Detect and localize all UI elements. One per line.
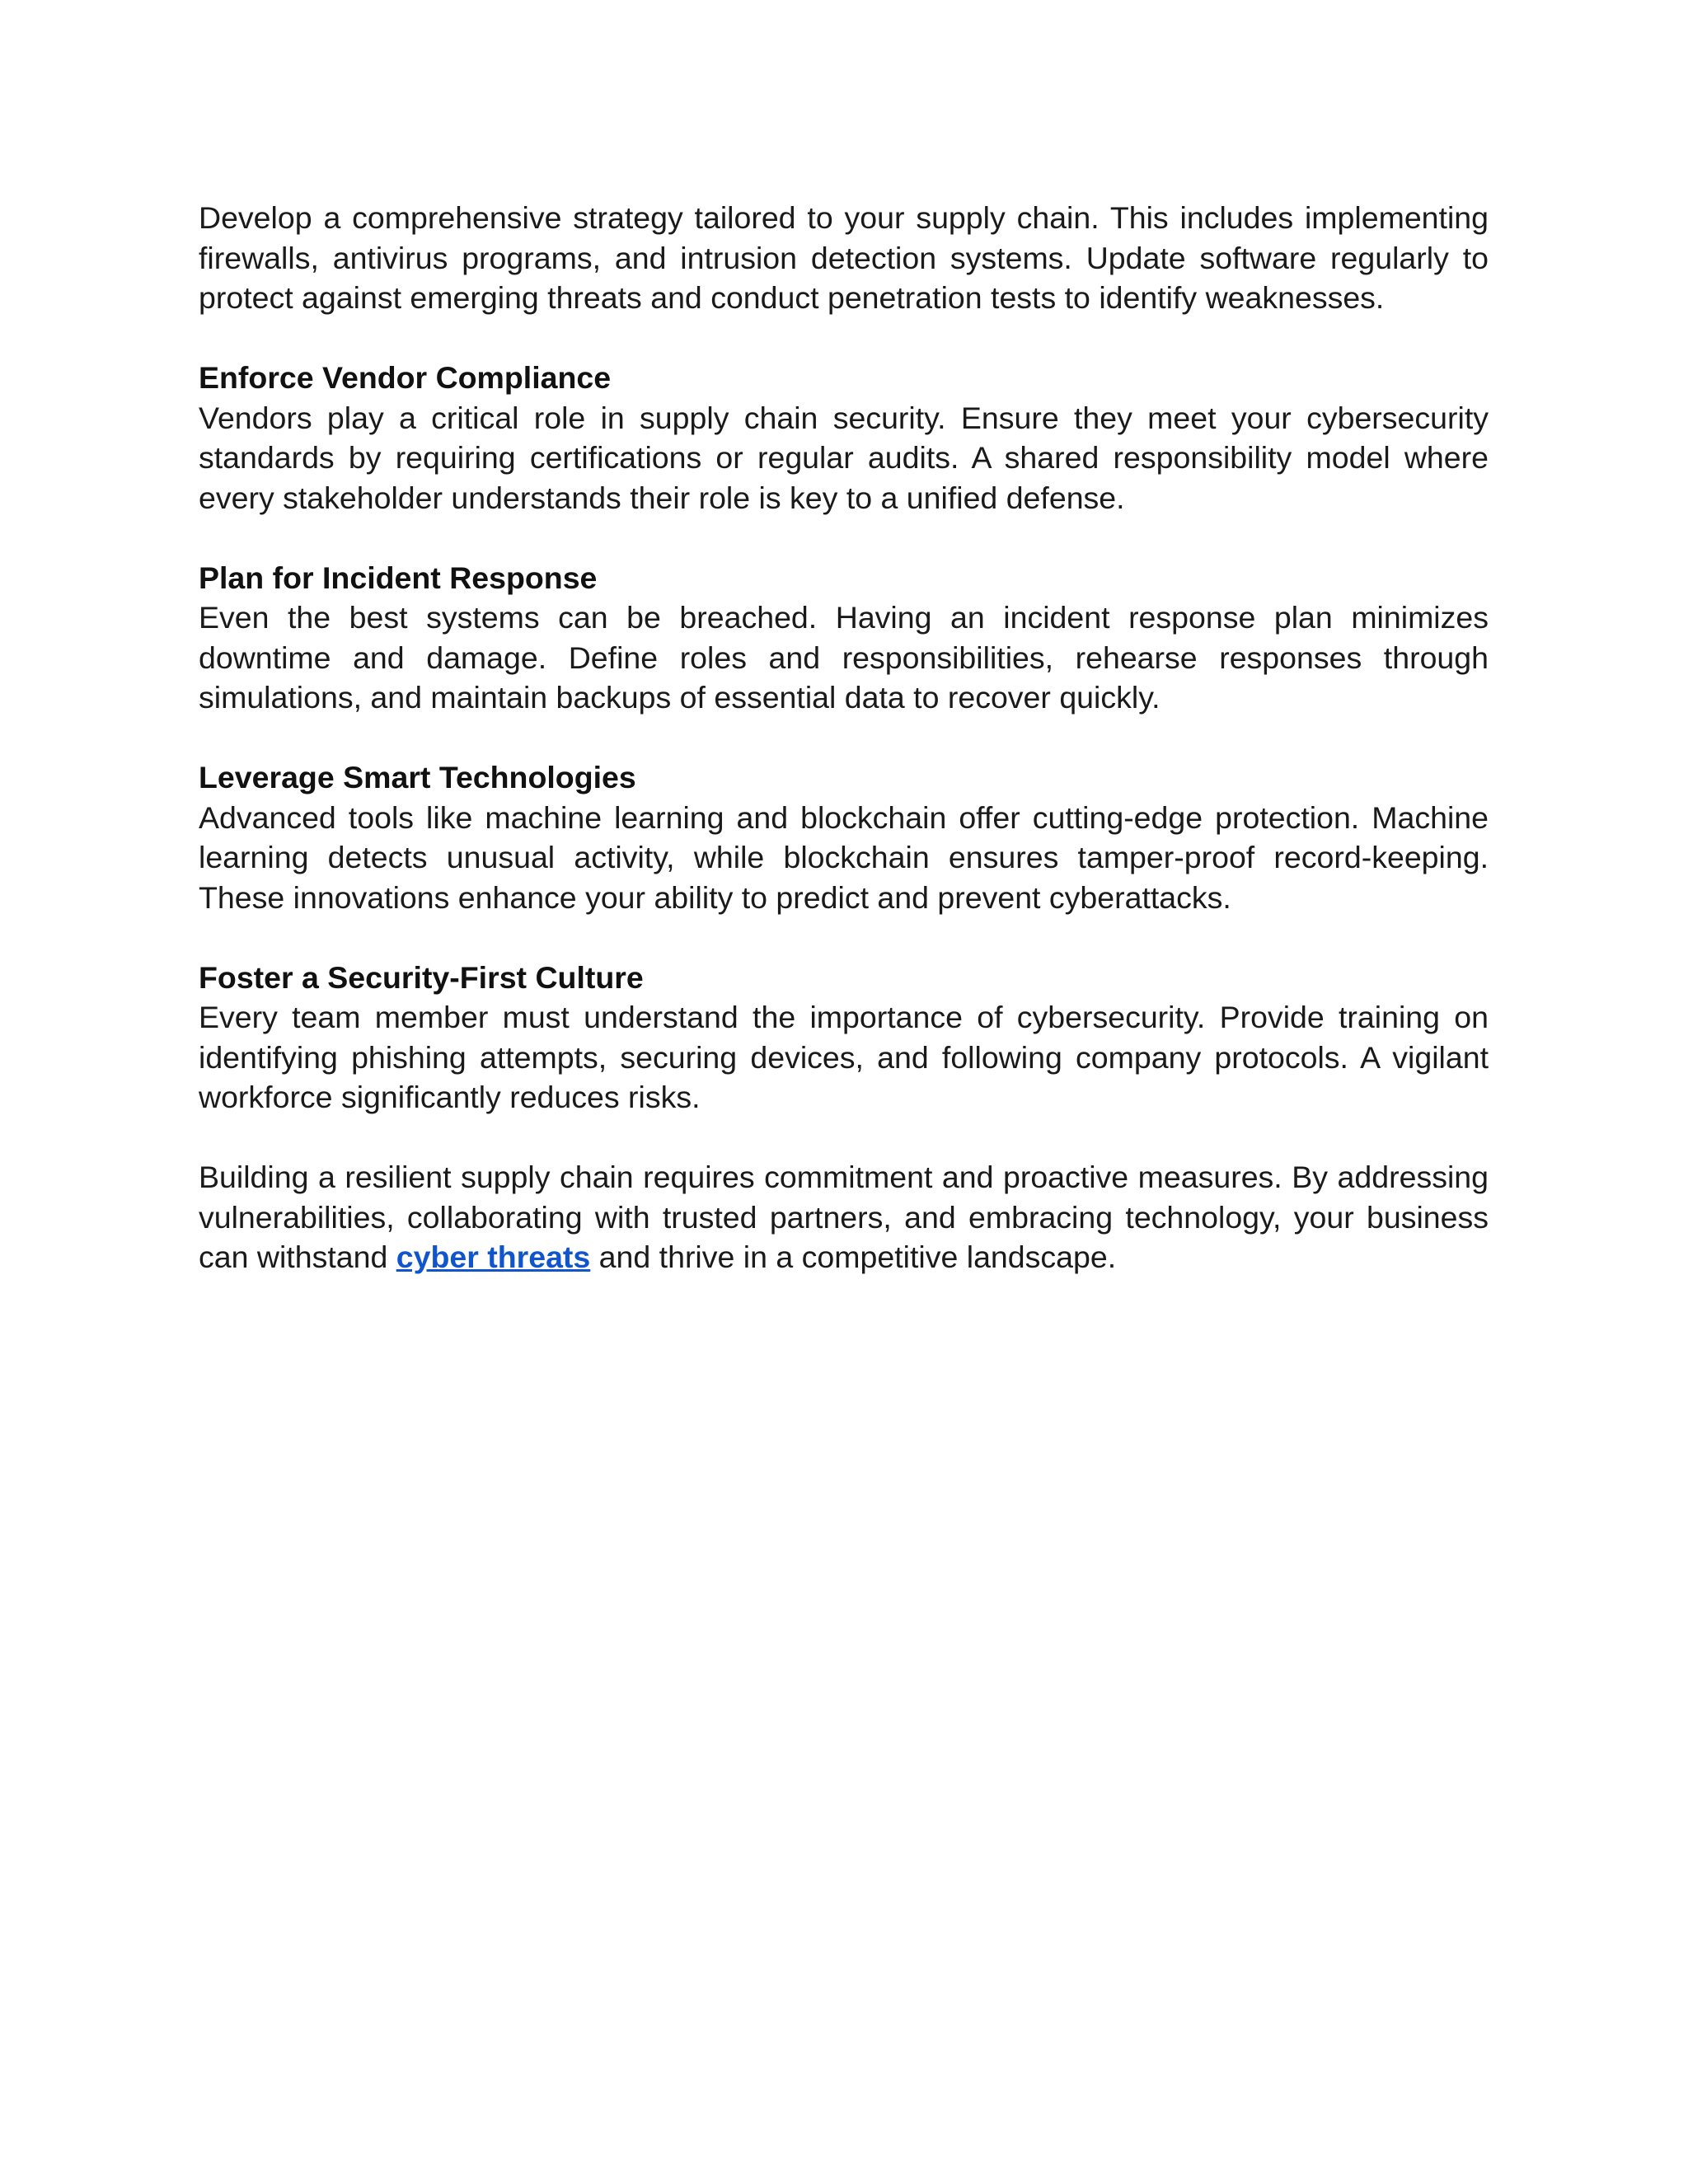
section-paragraph: Every team member must understand the importance of cybersecurity. Provide training on identifying phishing attempts, securing devices, and following company protocols. A vigilant workforce significantly reduces risks.: [199, 1000, 1489, 1114]
section-incident-response: [199, 558, 1489, 718]
section-heading: Plan for Incident Response: [199, 560, 598, 595]
document-content: [199, 198, 1489, 1317]
section-heading: Leverage Smart Technologies: [199, 760, 636, 794]
section-paragraph: Advanced tools like machine learning and blockchain offer cutting-edge protection. Machine learning detects unusual activity, while blockchain ensures tamper-proof record-keeping. These innovations enhance your ability to predict and prevent cyberattacks.: [199, 799, 1489, 915]
conclusion-text-before-link: Building a resilient supply chain requires commitment and proactive measures. By addressing vulnerabilities, collaborating with trusted partners, and embracing technology, your business can withstand: [199, 1160, 1489, 1274]
section-smart-technologies: [199, 757, 1489, 917]
conclusion-text-after-link: and thrive in a competitive landscape.: [590, 1240, 1117, 1274]
section-paragraph: Even the best systems can be breached. Having an incident response plan minimizes downtime and damage. Define roles and responsibilities, rehearse responses through simulations, and maintain backups of essential data to recover quickly.: [199, 600, 1489, 715]
section-vendor-compliance: [199, 358, 1489, 518]
section-heading: Enforce Vendor Compliance: [199, 360, 612, 395]
conclusion-paragraph: [199, 1157, 1489, 1277]
intro-paragraph: Develop a comprehensive strategy tailored to your supply chain. This includes implementing firewalls, antivirus programs, and intrusion detection systems. Update software regularly to protect against emerging threats and conduct penetration tests to identify weaknesses.: [199, 200, 1489, 315]
cyber-threats-link[interactable]: cyber threats: [396, 1240, 591, 1274]
section-heading: Foster a Security-First Culture: [199, 959, 644, 995]
section-paragraph: Vendors play a critical role in supply chain security. Ensure they meet your cybersecurity standards by requiring certifications or regular audits. A shared responsibility model where every stakeholder understands their role is key to a unified defense.: [199, 400, 1489, 515]
section-security-culture: [199, 958, 1489, 1118]
